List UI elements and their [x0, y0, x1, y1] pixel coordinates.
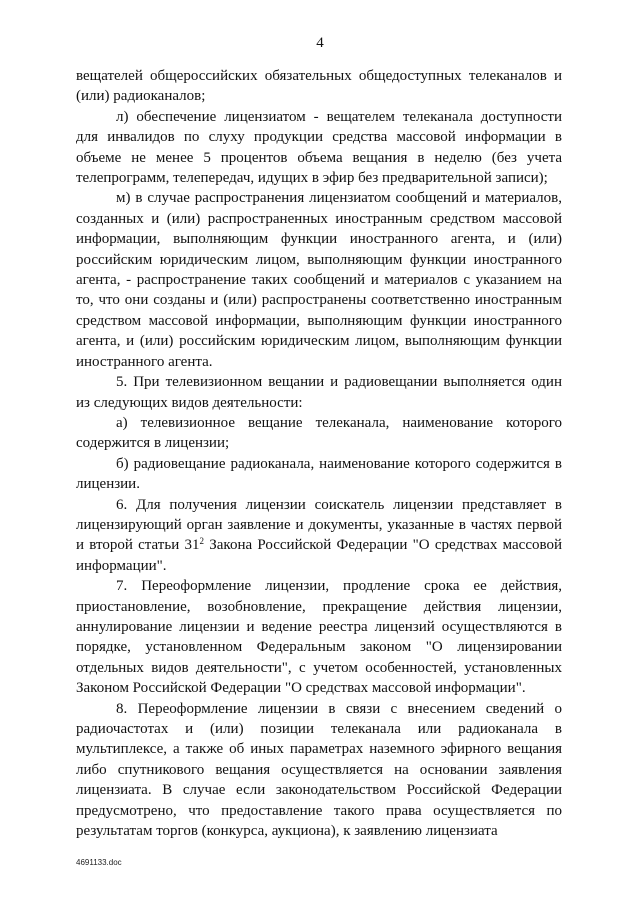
paragraph-item-m: м) в случае распространения лицензиатом сообщений и материалов, созданных и (или) распространенных иностранным средством массовой информации, выполняющим функции иностранного агента, и (или) российским юридическим лицом, выполняющим функции иностранного агента, - распространение таких сообщений и материалов с указанием на то, что они созданы и (или) распространены соответственно иностранным средством массовой информации, выполняющим функции иностранного агента, и (или) российским юридическим лицом, выполняющим функции иностранного агента. — [76, 190, 562, 370]
document-footer-code: 4691133.doc — [76, 858, 122, 867]
page-number: 4 — [316, 35, 324, 51]
paragraph-continuation: вещателей общероссийских обязательных общедоступных телеканалов и (или) радиоканалов; — [76, 68, 562, 105]
paragraph-section-7: 7. Переоформление лицензии, продление срока ее действия, приостановление, возобновление, прекращение действия лицензии, аннулирование лицензии и ведение реестра лицензий осуществляются в порядке, установленном Федеральным законом "О лицензировании отдельных видов деятельности", с учетом особенностей, установленных Законом Российской Федерации "О средствах массовой информации". — [76, 578, 562, 697]
article-superscript: 2 — [199, 536, 204, 547]
paragraph-section-5: 5. При телевизионном вещании и радиовещании выполняется один из следующих видов деятельности: — [76, 374, 562, 411]
paragraph-item-5b: б) радиовещание радиоканала, наименование которого содержится в лицензии. — [76, 455, 562, 493]
document-body — [76, 66, 562, 841]
section-6-text-end: Закона Российской Федерации "О средствах массовой информации". — [76, 537, 562, 574]
paragraph-item-5a: а) телевизионное вещание телеканала, наименование которого содержится в лицензии; — [76, 414, 562, 452]
paragraph-section-6 — [76, 495, 562, 577]
section-6-text-start: 6. Для получения лицензии соискатель лицензии представляет в лицензирующий орган заявление и документы, указанные в частях первой и второй статьи 31 — [76, 496, 562, 554]
paragraph-section-8: 8. Переоформление лицензии в связи с внесением сведений о радиочастотах и (или) позиции телеканала или радиоканала в мультиплексе, а также об иных параметрах наземного эфирного вещания либо спутникового вещания осуществляется на основании заявления лицензиата. В случае если законодательством Российской Федерации предусмотрено, что предоставление такого права осуществляется по результатам торгов (конкурса, аукциона), к заявлению лицензиата — [76, 700, 562, 840]
paragraph-item-l: л) обеспечение лицензиатом - вещателем телеканала доступности для инвалидов по слуху продукции средства массовой информации в объеме не менее 5 процентов объема вещания в неделю (без учета телепрограмм, телепередач, идущих в эфир без предварительной записи); — [76, 108, 562, 187]
